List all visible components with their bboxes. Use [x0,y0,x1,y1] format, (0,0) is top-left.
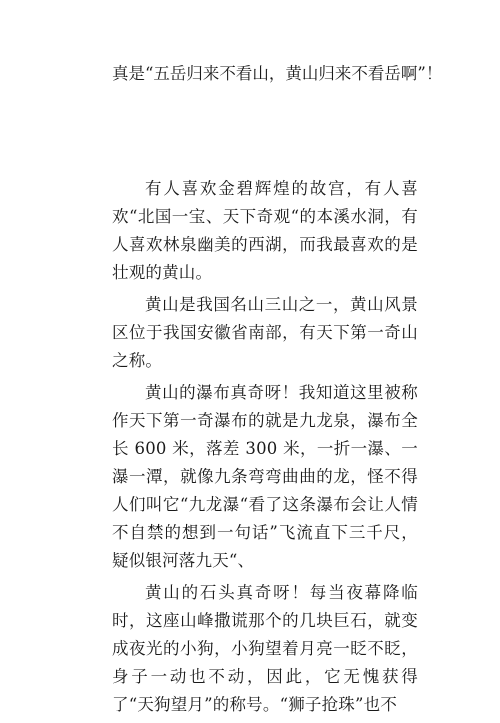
paragraph-waterfall: 黄山的瀑布真奇呀！我知道这里被称作天下第一奇瀑布的就是九龙泉，瀑布全长 600 米，落差 300 米，一折一瀑、一瀑一潭，就像九条弯弯曲曲的龙，怪不得人们叫它“九龙瀑“看了这条瀑布会让人情不自禁的想到一句话”飞流直下三千尺，疑似银河落九天“、 [112,383,418,570]
quote-line: 真是“五岳归来不看山，黄山归来不看岳啊”！ [112,64,443,83]
paragraph-huangshan-intro: 黄山是我国名山三山之一，黄山风景区位于我国安徽省南部，有天下第一奇山之称。 [112,295,418,370]
paragraph-favorites: 有人喜欢金碧辉煌的故宫，有人喜欢“北国一宝、天下奇观“的本溪水洞，有人喜欢林泉幽美的西湖，而我最喜欢的是壮观的黄山。 [112,179,418,282]
paragraph-stones: 黄山的石头真奇呀！每当夜幕降临时，这座山峰撒谎那个的几块巨石，就变成夜光的小狗，小狗望着月亮一眨不眨，身子一动也不动，因此，它无愧获得了“天狗望月”的称号。“狮子抢珠”也不 [112,583,418,714]
document-body [112,175,418,723]
